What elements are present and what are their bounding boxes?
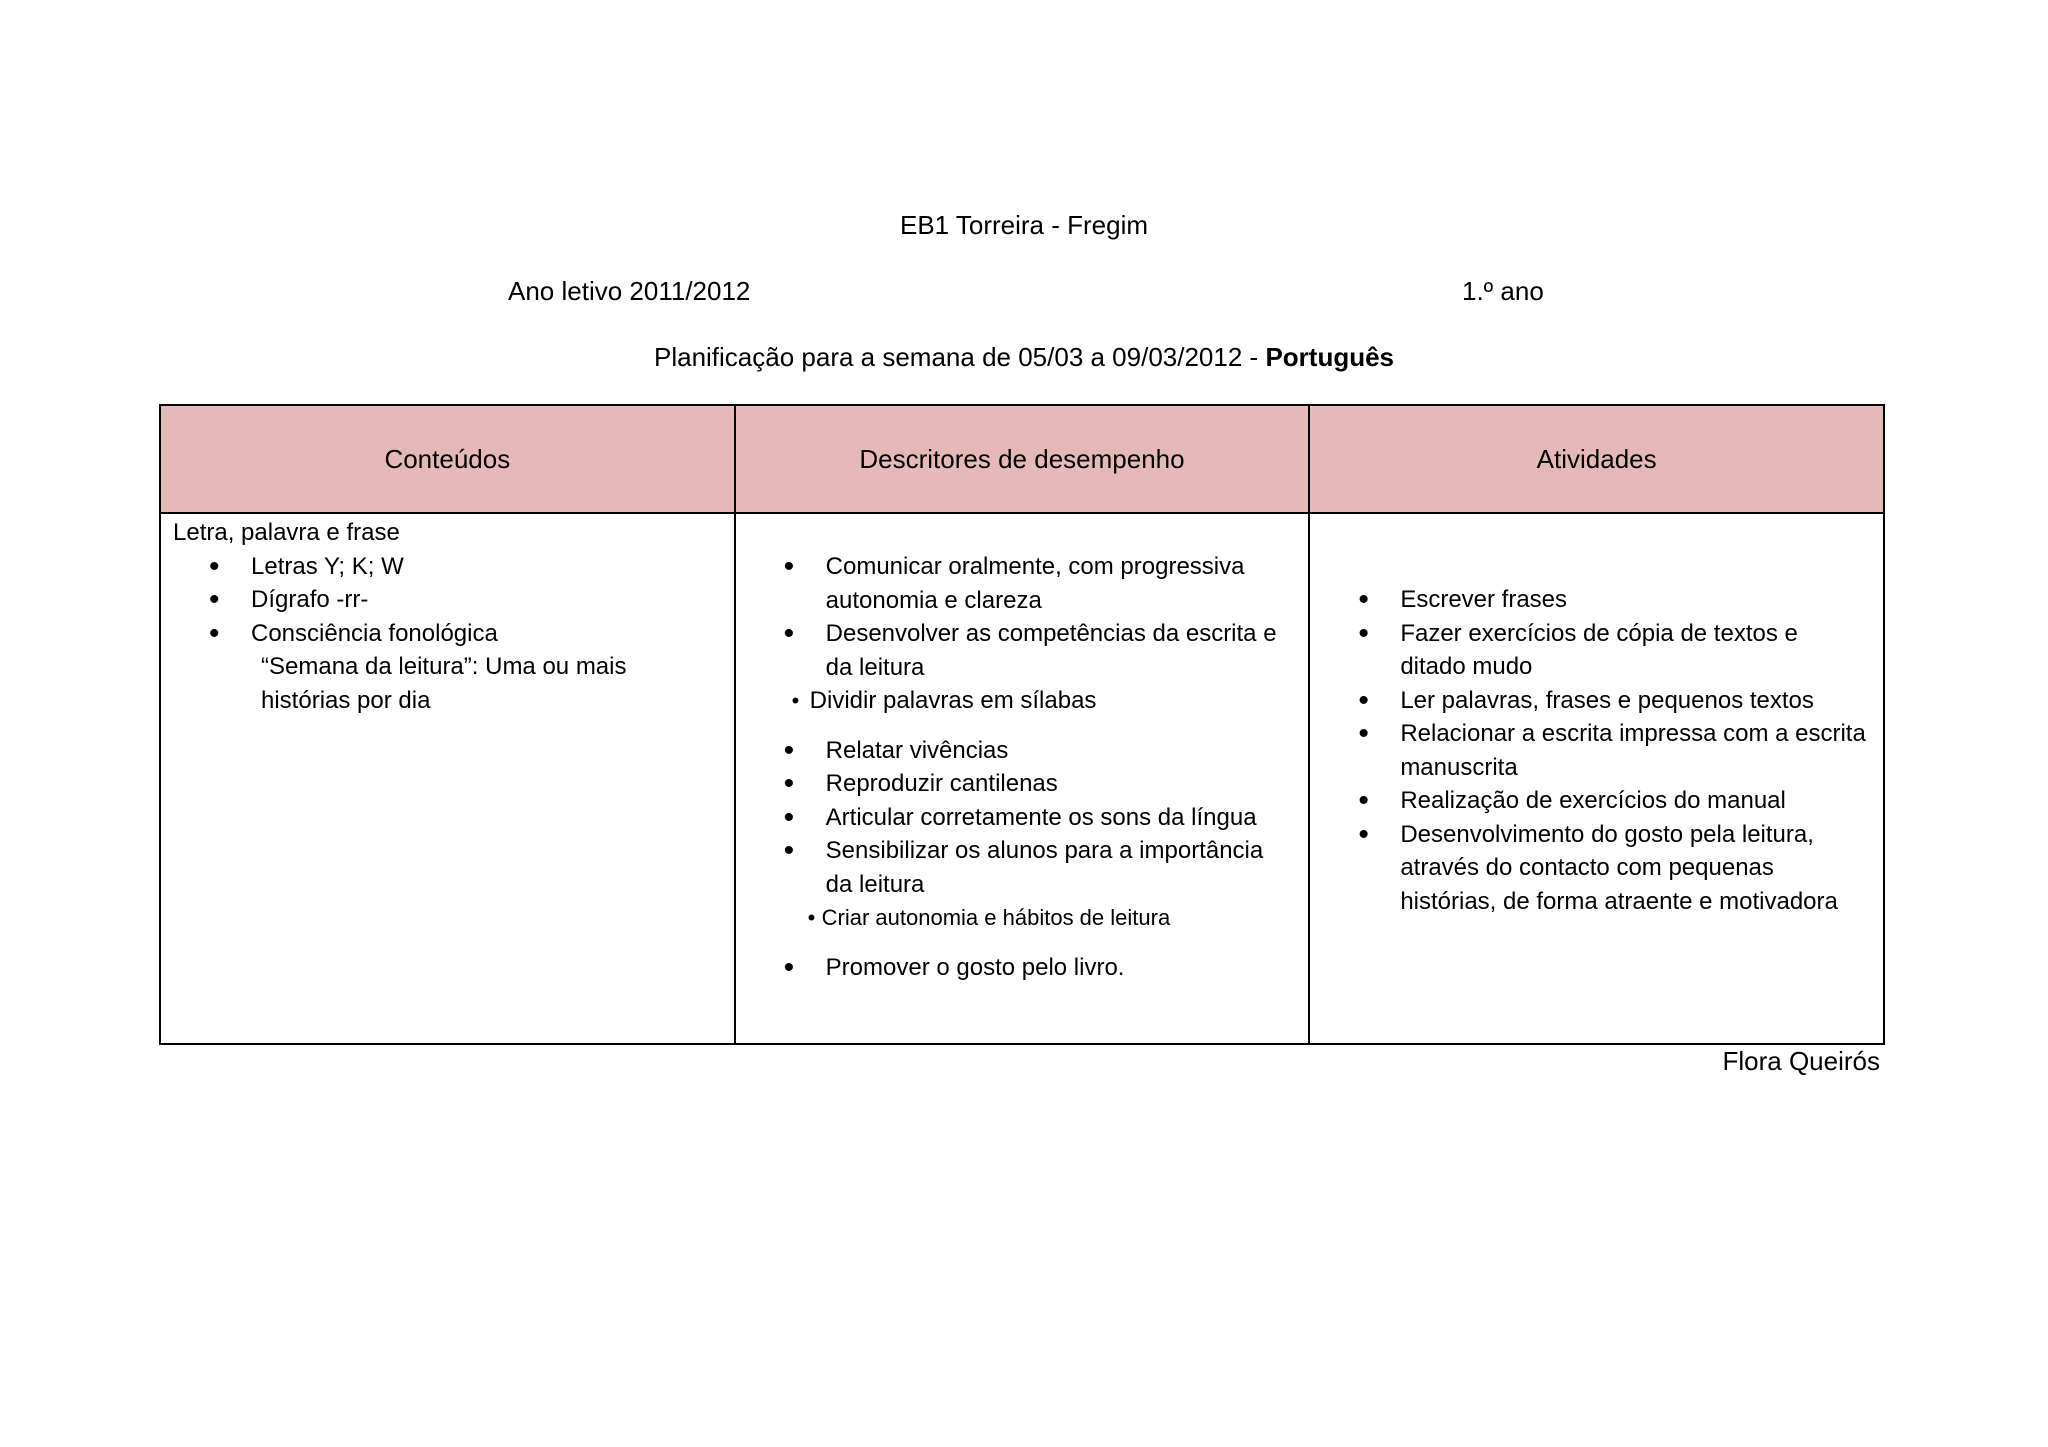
list-item: • Reproduzir cantilenas: [736, 767, 1285, 801]
plan-title: [0, 342, 2048, 372]
list-item: • Comunicar oralmente, com progressiva autonomia e clareza: [736, 550, 1285, 617]
conteudos-cell: [160, 513, 735, 1044]
atividades-list: [1310, 583, 1869, 918]
author-signature: Flora Queirós: [1722, 1046, 1880, 1076]
list-item: • Criar autonomia e hábitos de leitura: [736, 901, 1285, 935]
plan-subject: Português: [1265, 342, 1395, 372]
school-year: Ano letivo 2011/2012: [508, 276, 751, 306]
list-spacer: [736, 935, 1285, 951]
list-item: • Desenvolver as competências da escrita e da leitura: [736, 617, 1285, 684]
list-item: • Escrever frases: [1310, 583, 1869, 617]
conteudos-list: [173, 550, 734, 651]
list-item: • Dígrafo -rr-: [173, 583, 734, 617]
list-item: • Fazer exercícios de cópia de textos e ditado mudo: [1310, 617, 1869, 684]
planning-table: [159, 404, 1885, 1045]
list-item: • Articular corretamente os sons da língua: [736, 801, 1285, 835]
header-atividades: Atividades: [1309, 405, 1884, 513]
conteudos-intro: Letra, palavra e frase: [173, 519, 400, 546]
list-item: • Consciência fonológica: [173, 617, 734, 651]
list-item: • Letras Y; K; W: [173, 550, 734, 584]
table-header-row: [160, 405, 1884, 513]
header-descritores: Descritores de desempenho: [735, 405, 1310, 513]
list-item: • Dividir palavras em sílabas: [736, 684, 1285, 718]
list-item: • Sensibilizar os alunos para a importância da leitura: [736, 834, 1285, 901]
list-item: • Desenvolvimento do gosto pela leitura, através do contacto com pequenas histórias, de forma atraente e motivadora: [1310, 818, 1869, 919]
atividades-cell: [1309, 513, 1884, 1044]
conteudos-note-line-2: histórias por dia: [261, 686, 431, 714]
grade-level: 1.º ano: [1462, 276, 1544, 306]
school-name: EB1 Torreira - Fregim: [899, 210, 1149, 240]
header-conteudos: Conteúdos: [160, 405, 735, 513]
list-item: • Relatar vivências: [736, 734, 1285, 768]
list-item: • Ler palavras, frases e pequenos textos: [1310, 684, 1869, 718]
descritores-cell: [735, 513, 1310, 1044]
list-item: • Relacionar a escrita impressa com a escrita manuscrita: [1310, 717, 1869, 784]
list-spacer: [736, 718, 1285, 734]
list-item: • Realização de exercícios do manual: [1310, 784, 1869, 818]
conteudos-note-line-1: “Semana da leitura”: Uma ou mais: [261, 653, 627, 680]
descritores-list: [736, 550, 1285, 984]
list-item: • Promover o gosto pelo livro.: [736, 951, 1285, 985]
table-row: [160, 513, 1884, 1044]
plan-title-prefix: Planificação para a semana de 05/03 a 09/03/2012 -: [653, 342, 1259, 372]
